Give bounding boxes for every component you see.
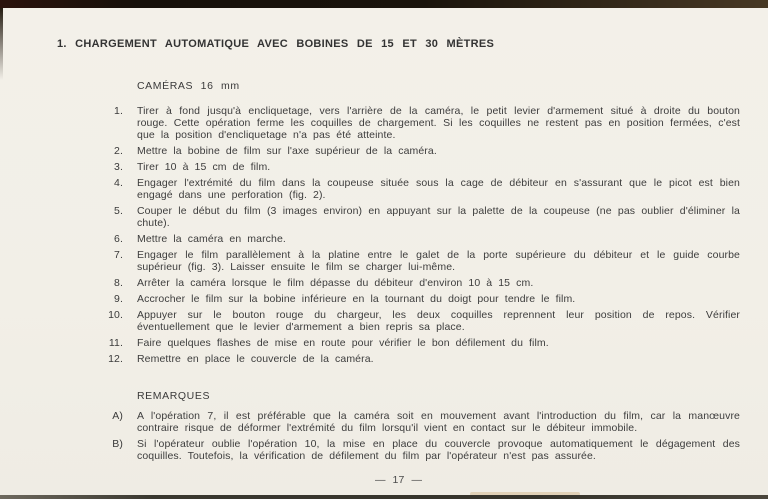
list-item bbox=[105, 293, 740, 305]
steps-list bbox=[105, 105, 740, 365]
item-number: 11. bbox=[108, 337, 123, 349]
item-number: A) bbox=[112, 410, 123, 422]
list-item bbox=[105, 177, 740, 201]
list-item bbox=[105, 438, 740, 462]
item-text: Tirer 10 à 15 cm de film. bbox=[137, 161, 271, 173]
item-number: B) bbox=[112, 438, 123, 450]
list-item bbox=[105, 337, 740, 349]
item-number: 4. bbox=[114, 177, 123, 189]
item-text: Mettre la caméra en marche. bbox=[137, 233, 286, 245]
list-item bbox=[105, 145, 740, 157]
item-number: 12. bbox=[108, 353, 123, 365]
section-heading-cameras: CAMÉRAS 16 mm bbox=[137, 80, 240, 92]
item-number: 6. bbox=[114, 233, 123, 245]
item-number: 9. bbox=[114, 293, 123, 305]
item-text: Arrêter la caméra lorsque le film dépasse du débiteur d'environ 10 à 15 cm. bbox=[137, 277, 534, 289]
item-text: Tirer à fond jusqu'à encliquetage, vers l'arrière de la caméra, le petit levier d'armement situé à droite du bouton rouge. Cette opération ferme les coquilles de chargement. Si les coquilles ne restent pas en position fermées, c'est que la position d'encliquetage n'a pas été atteinte. bbox=[137, 105, 740, 141]
item-text: Couper le début du film (3 images environ) en appuyant sur la palette de la coupeuse (ne pas oublier d'éliminer la chute). bbox=[137, 205, 740, 229]
list-item bbox=[105, 309, 740, 333]
page-content bbox=[0, 8, 768, 494]
item-number: 5. bbox=[114, 205, 123, 217]
scan-edge-top bbox=[0, 0, 768, 8]
item-text: Faire quelques flashes de mise en route pour vérifier le bon défilement du film. bbox=[137, 337, 549, 349]
remarks-heading: REMARQUES bbox=[137, 390, 211, 402]
list-item bbox=[105, 249, 740, 273]
item-text: Accrocher le film sur la bobine inférieure en la tournant du doigt pour tendre le film. bbox=[137, 293, 576, 305]
page-title: 1. CHARGEMENT AUTOMATIQUE AVEC BOBINES DE 15 ET 30 MÈTRES bbox=[57, 38, 495, 50]
list-item bbox=[105, 277, 740, 289]
item-text: Si l'opérateur oublie l'opération 10, la mise en place du couvercle provoque automatiquement le dégagement des coquilles. Toutefois, la vérification de défilement du film par l'opérateur n'est pas assurée. bbox=[137, 438, 740, 462]
item-number: 2. bbox=[114, 145, 123, 157]
list-item bbox=[105, 205, 740, 229]
item-text: Mettre la bobine de film sur l'axe supérieur de la caméra. bbox=[137, 145, 437, 157]
list-item bbox=[105, 161, 740, 173]
scan-edge-bottom bbox=[0, 495, 768, 499]
list-item bbox=[105, 410, 740, 434]
item-number: 3. bbox=[114, 161, 123, 173]
page-number: — 17 — bbox=[374, 474, 423, 486]
item-number: 1. bbox=[114, 105, 123, 117]
item-text: A l'opération 7, il est préférable que la caméra soit en mouvement avant l'introduction du film, car la manœuvre contraire risque de déformer l'extrémité du film lorsqu'il vient en contact sur le débiteur immobile. bbox=[137, 410, 740, 434]
item-number: 10. bbox=[108, 309, 123, 321]
item-text: Engager l'extrémité du film dans la coupeuse située sous la cage de débiteur en s'assurant que le picot est bien engagé dans une perforation (fig. 2). bbox=[137, 177, 740, 201]
item-text: Engager le film parallèlement à la platine entre le galet de la porte supérieure du débiteur et le guide courbe supérieur (fig. 3). Laisser ensuite le film se charger lui-même. bbox=[137, 249, 740, 273]
list-item bbox=[105, 353, 740, 365]
item-number: 7. bbox=[114, 249, 123, 261]
remarks-list bbox=[105, 410, 740, 462]
item-text: Remettre en place le couvercle de la caméra. bbox=[137, 353, 374, 365]
list-item bbox=[105, 105, 740, 141]
list-item bbox=[105, 233, 740, 245]
item-text: Appuyer sur le bouton rouge du chargeur, les deux coquilles reprennent leur position de repos. Vérifier éventuellement que le levier d'armement a bien repris sa place. bbox=[137, 309, 740, 333]
item-number: 8. bbox=[114, 277, 123, 289]
